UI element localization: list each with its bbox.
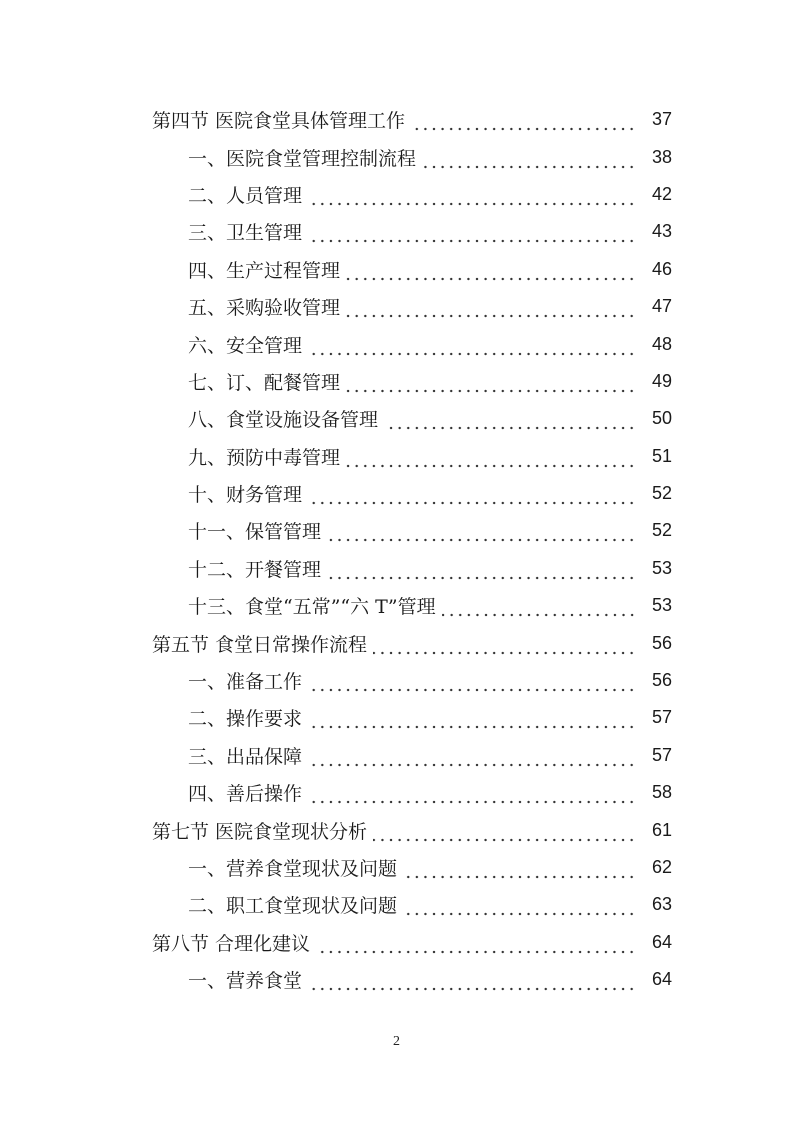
toc-entry-page: 52 bbox=[651, 520, 672, 541]
toc-subsection-entry[interactable] bbox=[0, 550, 793, 587]
toc-entry-title: 八、食堂设施设备管理 bbox=[188, 405, 384, 432]
toc-subsection-entry[interactable] bbox=[0, 737, 793, 774]
toc-entry-page: 64 bbox=[651, 969, 672, 990]
dot-leader bbox=[308, 187, 636, 206]
toc-entry-title: 十二、开餐管理 bbox=[188, 555, 327, 582]
toc-entry-title: 一、准备工作 bbox=[188, 667, 308, 694]
toc-subsection-entry[interactable] bbox=[0, 699, 793, 736]
toc-subsection-entry[interactable] bbox=[0, 400, 793, 437]
toc-entry-title: 第四节 医院食堂具体管理工作 bbox=[152, 106, 411, 133]
toc-section-entry[interactable] bbox=[0, 811, 793, 848]
dot-leader bbox=[346, 374, 636, 393]
dot-leader bbox=[308, 972, 636, 991]
dot-leader bbox=[308, 673, 636, 692]
toc-subsection-entry[interactable] bbox=[0, 475, 793, 512]
toc-entry-title: 四、善后操作 bbox=[188, 779, 308, 806]
dot-leader bbox=[308, 785, 636, 804]
table-of-contents bbox=[0, 101, 793, 998]
toc-subsection-entry[interactable] bbox=[0, 774, 793, 811]
dot-leader bbox=[308, 748, 636, 767]
dot-leader bbox=[327, 523, 636, 542]
toc-subsection-entry[interactable] bbox=[0, 849, 793, 886]
dot-leader bbox=[346, 449, 636, 468]
toc-entry-page: 61 bbox=[651, 819, 672, 840]
dot-leader bbox=[373, 636, 636, 655]
dot-leader bbox=[411, 112, 636, 131]
dot-leader bbox=[327, 561, 636, 580]
toc-subsection-entry[interactable] bbox=[0, 512, 793, 549]
toc-subsection-entry[interactable] bbox=[0, 325, 793, 362]
toc-entry-page: 38 bbox=[651, 146, 672, 167]
toc-entry-title: 一、营养食堂现状及问题 bbox=[188, 854, 403, 881]
toc-entry-page: 62 bbox=[651, 857, 672, 877]
toc-entry-title: 第五节 食堂日常操作流程 bbox=[152, 630, 373, 657]
toc-entry-page: 43 bbox=[651, 221, 672, 242]
toc-subsection-entry[interactable] bbox=[0, 662, 793, 699]
toc-entry-title: 三、卫生管理 bbox=[188, 218, 308, 245]
toc-subsection-entry[interactable] bbox=[0, 176, 793, 213]
toc-subsection-entry[interactable] bbox=[0, 438, 793, 475]
toc-subsection-entry[interactable] bbox=[0, 288, 793, 325]
toc-entry-title: 一、医院食堂管理控制流程 bbox=[188, 144, 422, 171]
dot-leader bbox=[308, 710, 636, 729]
toc-entry-title: 第七节 医院食堂现状分析 bbox=[152, 817, 373, 844]
page-number: 2 bbox=[393, 1034, 400, 1049]
toc-subsection-entry[interactable] bbox=[0, 363, 793, 400]
dot-leader bbox=[346, 262, 636, 281]
dot-leader bbox=[384, 411, 636, 430]
toc-entry-page: 51 bbox=[651, 445, 672, 466]
toc-entry-page: 53 bbox=[651, 595, 672, 616]
toc-entry-title: 二、操作要求 bbox=[188, 704, 308, 731]
toc-subsection-entry[interactable] bbox=[0, 138, 793, 175]
toc-entry-page: 48 bbox=[651, 333, 672, 354]
toc-entry-page: 52 bbox=[651, 483, 672, 504]
dot-leader bbox=[308, 224, 636, 243]
toc-entry-page: 46 bbox=[651, 258, 672, 279]
toc-entry-page: 58 bbox=[651, 782, 672, 803]
dot-leader bbox=[403, 897, 636, 916]
toc-entry-page: 37 bbox=[651, 109, 672, 130]
toc-entry-page: 56 bbox=[651, 632, 672, 653]
toc-entry-title: 十、财务管理 bbox=[188, 480, 308, 507]
dot-leader bbox=[316, 935, 636, 954]
toc-entry-title: 第八节 合理化建议 bbox=[152, 929, 316, 956]
toc-entry-page: 47 bbox=[651, 296, 672, 317]
dot-leader bbox=[403, 860, 636, 879]
dot-leader bbox=[308, 486, 636, 505]
toc-entry-title: 十一、保管管理 bbox=[188, 517, 327, 544]
toc-section-entry[interactable] bbox=[0, 101, 793, 138]
dot-leader bbox=[373, 823, 636, 842]
toc-entry-page: 64 bbox=[651, 931, 672, 952]
toc-subsection-entry[interactable] bbox=[0, 213, 793, 250]
toc-entry-page: 56 bbox=[651, 670, 672, 691]
toc-entry-title: 七、订、配餐管理 bbox=[188, 368, 346, 395]
toc-entry-page: 53 bbox=[651, 557, 672, 578]
toc-entry-title: 二、职工食堂现状及问题 bbox=[188, 891, 403, 918]
toc-entry-title: 五、采购验收管理 bbox=[188, 293, 346, 320]
toc-entry-title: 三、出品保障 bbox=[188, 742, 308, 769]
toc-section-entry[interactable] bbox=[0, 924, 793, 961]
toc-entry-title: 一、营养食堂 bbox=[188, 966, 308, 993]
toc-entry-page: 50 bbox=[651, 408, 672, 429]
toc-subsection-entry[interactable] bbox=[0, 587, 793, 624]
toc-section-entry[interactable] bbox=[0, 624, 793, 661]
toc-entry-page: 63 bbox=[651, 894, 672, 915]
toc-entry-title: 九、预防中毒管理 bbox=[188, 443, 346, 470]
toc-entry-title: 六、安全管理 bbox=[188, 331, 308, 358]
toc-entry-page: 49 bbox=[651, 370, 672, 391]
toc-entry-page: 57 bbox=[651, 707, 672, 728]
dot-leader bbox=[346, 299, 636, 318]
dot-leader bbox=[442, 598, 636, 617]
toc-subsection-entry[interactable] bbox=[0, 961, 793, 998]
dot-leader bbox=[308, 337, 636, 356]
toc-subsection-entry[interactable] bbox=[0, 251, 793, 288]
toc-entry-title: 四、生产过程管理 bbox=[188, 256, 346, 283]
toc-entry-page: 42 bbox=[651, 183, 672, 204]
toc-entry-title: 十三、食堂“五常”“六 T”管理 bbox=[188, 592, 442, 619]
toc-entry-page: 57 bbox=[651, 744, 672, 765]
toc-entry-title: 二、人员管理 bbox=[188, 181, 308, 208]
toc-subsection-entry[interactable] bbox=[0, 886, 793, 923]
dot-leader bbox=[422, 150, 636, 169]
